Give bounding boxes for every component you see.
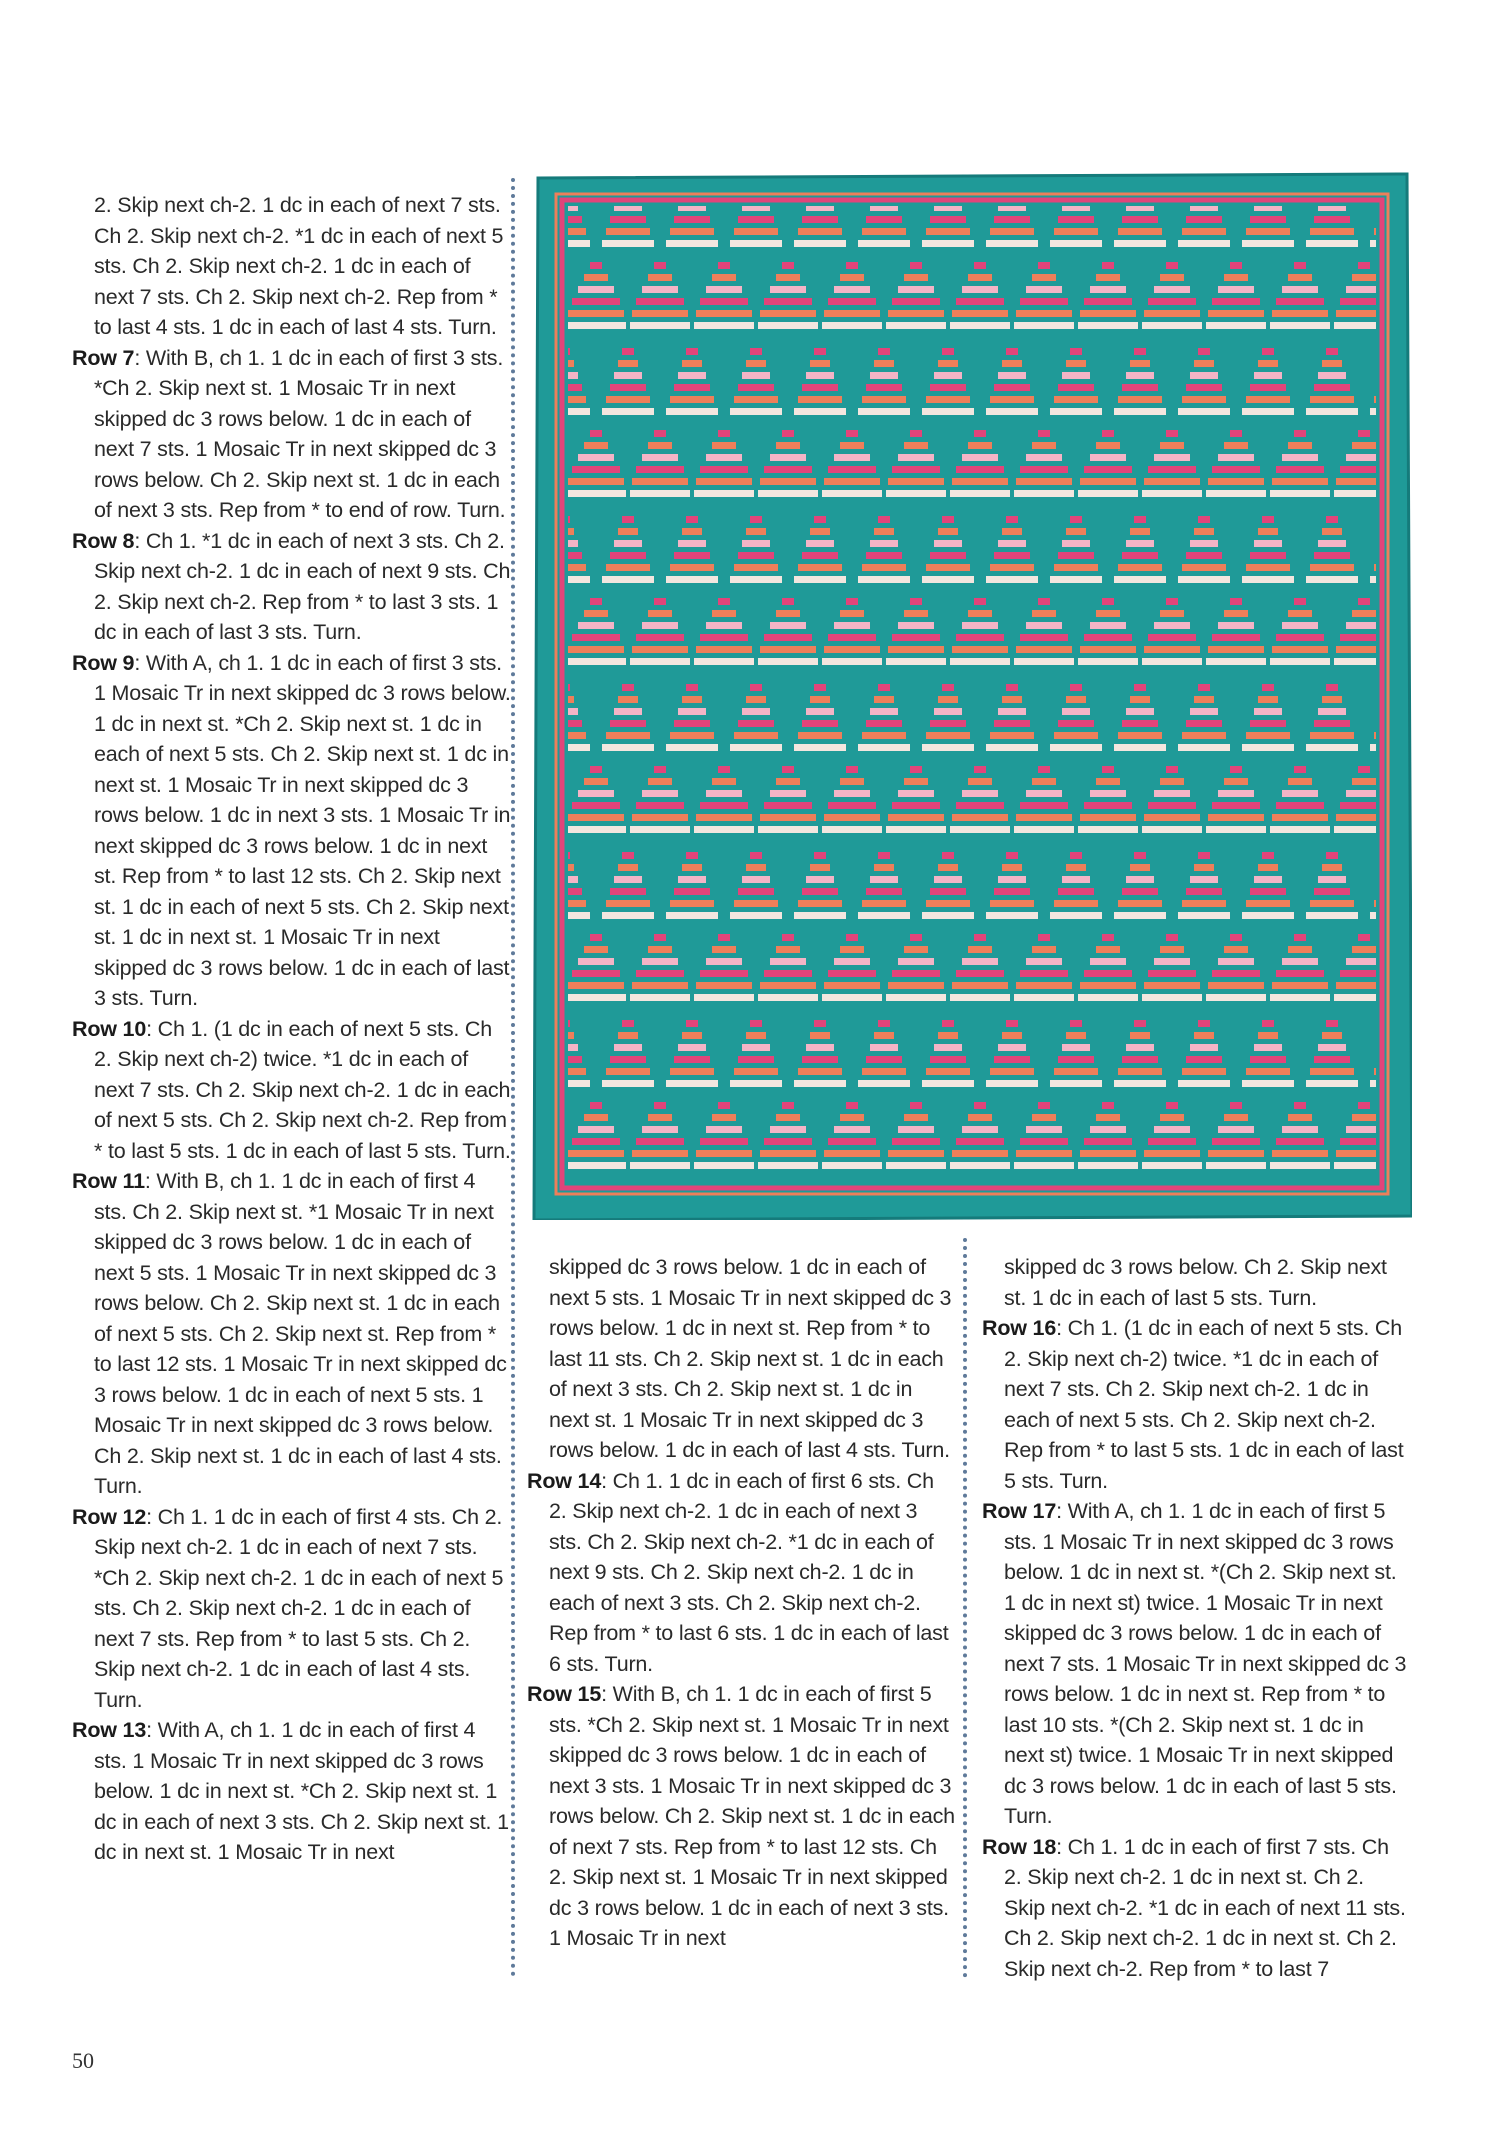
row-label: Row 16 <box>982 1316 1057 1340</box>
row-instruction <box>982 1313 1408 1496</box>
row-text: skipped dc 3 rows below. Ch 2. Skip next st. 1 dc in each of last 5 sts. Turn. <box>1004 1255 1387 1310</box>
instruction-continuation <box>72 190 512 343</box>
row-text: skipped dc 3 rows below. 1 dc in each of next 5 sts. 1 Mosaic Tr in next skipped dc 3 rows below. 1 dc in next st. Rep from * to last 11 sts. Ch 2. Skip next st. 1 dc in each of next 3 sts. Ch 2. Skip next st. 1 dc in next st. 1 Mosaic Tr in next skipped dc 3 rows below. 1 dc in each of last 4 sts. Turn. <box>549 1255 952 1462</box>
row-label: Row 14 <box>527 1468 602 1493</box>
row-instruction <box>72 1502 512 1716</box>
row-label: Row 7 <box>72 345 135 370</box>
row-text: : Ch 1. (1 dc in each of next 5 sts. Ch 2. Skip next ch-2) twice. *1 dc in each of next 7 sts. Ch 2. Skip next ch-2. 1 dc in each of next 5 sts. Ch 2. Skip next ch-2. Rep from * to last 5 sts. 1 dc in each of last 5 sts. Turn. <box>1004 1316 1404 1493</box>
row-text: : With B, ch 1. 1 dc in each of first 4 sts. Ch 2. Skip next st. *1 Mosaic Tr in next skipped dc 3 rows below. 1 dc in each of next 5 sts. 1 Mosaic Tr in next skipped dc 3 rows below. Ch 2. Skip next st. 1 dc in each of next 5 sts. Ch 2. Skip next st. Rep from * to last 12 sts. 1 Mosaic Tr in next skipped dc 3 rows below. 1 dc in each of next 5 sts. 1 Mosaic Tr in next skipped dc 3 rows below. Ch 2. Skip next st. 1 dc in each of last 4 sts. Turn. <box>94 1169 507 1498</box>
row-instruction <box>982 1832 1408 1985</box>
row-instruction <box>982 1496 1408 1832</box>
column-divider <box>511 178 515 1978</box>
row-instruction <box>72 343 512 526</box>
page-number: 50 <box>72 2048 94 2073</box>
row-label: Row 11 <box>72 1169 145 1193</box>
text-column-right <box>982 1252 1408 1984</box>
instruction-continuation <box>982 1252 1408 1313</box>
row-label: Row 13 <box>72 1718 147 1742</box>
row-instruction <box>72 526 512 648</box>
row-text: : Ch 1. (1 dc in each of next 5 sts. Ch 2. Skip next ch-2) twice. *1 dc in each of next 7 sts. Ch 2. Skip next ch-2. 1 dc in each of next 5 sts. Ch 2. Skip next ch-2. Rep from * to last 5 sts. 1 dc in each of last 5 sts. Turn. <box>94 1016 511 1163</box>
row-text: : With A, ch 1. 1 dc in each of first 3 sts. 1 Mosaic Tr in next skipped dc 3 rows below. 1 dc in next st. *Ch 2. Skip next st. 1 dc in each of next 5 sts. Ch 2. Skip next st. 1 dc in next st. 1 Mosaic Tr in next skipped dc 3 rows below. 1 dc in next 3 sts. 1 Mosaic Tr in next skipped dc 3 rows below. 1 dc in next st. Rep from * to last 12 sts. Ch 2. Skip next st. 1 dc in each of next 5 sts. Ch 2. Skip next st. 1 dc in next st. 1 Mosaic Tr in next skipped dc 3 rows below. 1 dc in each of last 3 sts. Turn. <box>94 650 511 1010</box>
row-text: : Ch 1. *1 dc in each of next 3 sts. Ch 2. Skip next ch-2. 1 dc in each of next 9 sts. Ch 2. Skip next ch-2. Rep from * to last 3 sts. 1 dc in each of last 3 sts. Turn. <box>94 528 511 644</box>
row-text: : With B, ch 1. 1 dc in each of first 3 sts. *Ch 2. Skip next st. 1 Mosaic Tr in next skipped dc 3 rows below. 1 dc in each of next 7 sts. 1 Mosaic Tr in next skipped dc 3 rows below. Ch 2. Skip next st. 1 dc in each of next 3 sts. Rep from * to end of row. Turn. <box>94 345 506 522</box>
row-instruction <box>72 1014 512 1167</box>
row-text: : Ch 1. 1 dc in each of first 4 sts. Ch 2. Skip next ch-2. 1 dc in each of next 7 sts. *Ch 2. Skip next ch-2. 1 dc in each of next 5 sts. Ch 2. Skip next ch-2. 1 dc in each of next 7 sts. Rep from * to last 5 sts. Ch 2. Skip next ch-2. 1 dc in each of last 4 sts. Turn. <box>94 1504 504 1712</box>
row-text: : With A, ch 1. 1 dc in each of first 5 sts. 1 Mosaic Tr in next skipped dc 3 rows below. 1 dc in next st. *(Ch 2. Skip next st. 1 dc in next st) twice. 1 Mosaic Tr in next skipped dc 3 rows below. 1 dc in each of next 7 sts. 1 Mosaic Tr in next skipped dc 3 rows below. 1 dc in next st. Rep from * to last 10 sts. *(Ch 2. Skip next st. 1 dc in next st) twice. 1 Mosaic Tr in next skipped dc 3 rows below. 1 dc in each of last 5 sts. Turn. <box>1004 1499 1407 1828</box>
row-text: : Ch 1. 1 dc in each of first 6 sts. Ch 2. Skip next ch-2. 1 dc in each of next 3 sts. Ch 2. Skip next ch-2. *1 dc in each of next 9 sts. Ch 2. Skip next ch-2. 1 dc in each of next 3 sts. Ch 2. Skip next ch-2. Rep from * to last 6 sts. 1 dc in each of last 6 sts. Turn. <box>549 1468 949 1676</box>
row-instruction <box>527 1679 955 1954</box>
blanket-photo <box>532 170 1412 1220</box>
row-instruction <box>72 648 512 1014</box>
row-label: Row 9 <box>72 650 135 675</box>
text-column-left <box>72 190 512 1868</box>
row-instruction <box>72 1715 512 1868</box>
text-column-middle <box>527 1252 955 1954</box>
row-label: Row 18 <box>982 1834 1057 1859</box>
row-label: Row 12 <box>72 1504 147 1529</box>
row-text: : Ch 1. 1 dc in each of first 7 sts. Ch 2. Skip next ch-2. 1 dc in next st. Ch 2. Skip next ch-2. *1 dc in each of next 11 sts. Ch 2. Skip next ch-2. 1 dc in next st. Ch 2. Skip next ch-2. Rep from * to last 7 <box>1004 1834 1406 1981</box>
row-label: Row 8 <box>72 528 135 553</box>
row-instruction <box>527 1466 955 1680</box>
row-label: Row 10 <box>72 1016 147 1041</box>
row-instruction <box>72 1166 512 1502</box>
row-text: : With A, ch 1. 1 dc in each of first 4 sts. 1 Mosaic Tr in next skipped dc 3 rows below. 1 dc in next st. *Ch 2. Skip next st. 1 dc in each of next 3 sts. Ch 2. Skip next st. 1 dc in next st. 1 Mosaic Tr in next <box>94 1718 509 1864</box>
instruction-continuation <box>527 1252 955 1466</box>
row-label: Row 17 <box>982 1499 1057 1523</box>
row-text: : With B, ch 1. 1 dc in each of first 5 sts. *Ch 2. Skip next st. 1 Mosaic Tr in next skipped dc 3 rows below. 1 dc in each of next 3 sts. 1 Mosaic Tr in next skipped dc 3 rows below. Ch 2. Skip next st. 1 dc in each of next 7 sts. Rep from * to last 12 sts. Ch 2. Skip next st. 1 Mosaic Tr in next skipped dc 3 rows below. 1 dc in each of next 3 sts. 1 Mosaic Tr in next <box>549 1682 955 1950</box>
row-text: 2. Skip next ch-2. 1 dc in each of next 7 sts. Ch 2. Skip next ch-2. *1 dc in each of next 5 sts. Ch 2. Skip next ch-2. 1 dc in each of next 7 sts. Ch 2. Skip next ch-2. Rep from * to last 4 sts. 1 dc in each of last 4 sts. Turn. <box>94 193 504 339</box>
row-label: Row 15 <box>527 1682 602 1706</box>
column-divider <box>963 1238 967 1978</box>
